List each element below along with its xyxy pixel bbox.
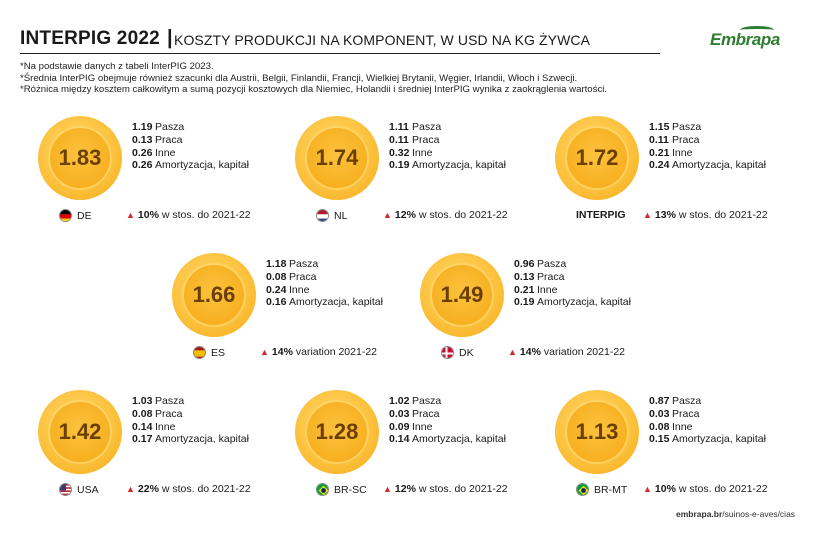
usa-flag-icon bbox=[59, 483, 72, 496]
change-text: w stos. do 2021-22 bbox=[161, 209, 251, 221]
component-label: Amortyzacja, kapitał bbox=[155, 159, 249, 172]
component-row bbox=[266, 296, 383, 309]
germany-flag-icon bbox=[59, 209, 72, 222]
components-list bbox=[132, 121, 249, 172]
component-row bbox=[514, 271, 631, 284]
footer-path: /suinos-e-aves/cias bbox=[722, 509, 796, 519]
component-row bbox=[389, 421, 506, 434]
note-line: *Średnia InterPIG obejmuje również szacunki dla Austrii, Belgii, Finlandii, Francji, Wielkiej Brytanii, Węgier, Irlandii, Włoch i Szwecji. bbox=[20, 72, 578, 84]
country-card-dk bbox=[420, 253, 660, 363]
change-percent: 10% bbox=[654, 483, 676, 495]
up-triangle-icon: ▲ bbox=[260, 347, 269, 357]
component-value: 0.24 bbox=[266, 283, 287, 296]
component-label: Pasza bbox=[412, 121, 442, 133]
total-cost: 1.28 bbox=[315, 419, 359, 444]
country-label bbox=[576, 483, 627, 496]
component-row bbox=[389, 134, 506, 147]
component-row bbox=[649, 159, 766, 172]
change-percent: 22% bbox=[137, 483, 159, 495]
component-value: 0.09 bbox=[389, 420, 410, 433]
change-indicator bbox=[383, 483, 508, 495]
component-label: Amortyzacja, kapitał bbox=[412, 433, 506, 446]
country-name: INTERPIG bbox=[576, 209, 626, 221]
country-label bbox=[316, 209, 347, 222]
component-label: Inne bbox=[155, 420, 176, 433]
component-label: Amortyzacja, kapitał bbox=[155, 433, 249, 446]
component-value: 1.02 bbox=[389, 395, 410, 407]
components-list bbox=[389, 121, 506, 172]
component-label: Pasza bbox=[537, 258, 567, 270]
component-row bbox=[389, 433, 506, 446]
component-label: Inne bbox=[672, 146, 693, 159]
component-value: 0.08 bbox=[266, 270, 287, 283]
country-card-br-sc bbox=[295, 390, 535, 500]
country-label bbox=[59, 209, 92, 222]
component-label: Inne bbox=[289, 283, 310, 296]
country-label bbox=[59, 483, 99, 496]
component-row bbox=[649, 408, 766, 421]
spain-flag-icon bbox=[193, 346, 206, 359]
component-label: Inne bbox=[537, 283, 558, 296]
component-row bbox=[132, 121, 249, 134]
component-label: Praca bbox=[672, 133, 700, 146]
total-cost: 1.42 bbox=[58, 419, 102, 444]
component-value: 0.87 bbox=[649, 395, 670, 407]
component-value: 1.19 bbox=[132, 121, 153, 133]
cost-coin bbox=[38, 390, 122, 474]
cost-coin bbox=[555, 116, 639, 200]
logo-swoosh-icon bbox=[740, 26, 774, 34]
change-text: variation 2021-22 bbox=[543, 346, 625, 358]
up-triangle-icon: ▲ bbox=[126, 484, 135, 494]
component-row bbox=[649, 421, 766, 434]
component-label: Praca bbox=[412, 407, 440, 420]
component-value: 0.19 bbox=[514, 296, 535, 309]
component-row bbox=[132, 421, 249, 434]
change-percent: 14% bbox=[271, 346, 293, 358]
components-list bbox=[649, 395, 766, 446]
component-label: Inne bbox=[155, 146, 176, 159]
component-row bbox=[132, 147, 249, 160]
component-row bbox=[266, 284, 383, 297]
component-value: 0.03 bbox=[649, 407, 670, 420]
total-cost: 1.13 bbox=[575, 419, 619, 444]
total-cost: 1.72 bbox=[575, 145, 619, 170]
component-row bbox=[514, 284, 631, 297]
brazil-flag-icon bbox=[316, 483, 329, 496]
component-row bbox=[389, 395, 506, 408]
component-row bbox=[132, 395, 249, 408]
component-value: 1.11 bbox=[389, 121, 409, 133]
cost-coin bbox=[420, 253, 504, 337]
component-row bbox=[389, 121, 506, 134]
component-row bbox=[266, 258, 383, 271]
components-list bbox=[649, 121, 766, 172]
component-value: 0.11 bbox=[649, 133, 669, 146]
change-percent: 12% bbox=[394, 483, 416, 495]
change-text: w stos. do 2021-22 bbox=[418, 209, 508, 221]
component-value: 1.03 bbox=[132, 395, 153, 407]
component-value: 1.18 bbox=[266, 258, 287, 270]
up-triangle-icon: ▲ bbox=[643, 210, 652, 220]
component-row bbox=[649, 134, 766, 147]
netherlands-flag-icon bbox=[316, 209, 329, 222]
component-value: 0.13 bbox=[514, 270, 535, 283]
change-text: w stos. do 2021-22 bbox=[161, 483, 251, 495]
component-label: Pasza bbox=[672, 121, 702, 133]
component-label: Pasza bbox=[672, 395, 702, 407]
component-value: 0.16 bbox=[266, 296, 287, 309]
component-row bbox=[649, 433, 766, 446]
country-card-usa bbox=[38, 390, 278, 500]
change-percent: 13% bbox=[654, 209, 676, 221]
header bbox=[20, 28, 660, 54]
component-row bbox=[649, 121, 766, 134]
total-cost: 1.66 bbox=[192, 282, 236, 307]
component-value: 1.15 bbox=[649, 121, 670, 133]
component-value: 0.15 bbox=[649, 433, 670, 446]
component-value: 0.03 bbox=[389, 407, 410, 420]
change-text: w stos. do 2021-22 bbox=[678, 209, 768, 221]
change-percent: 10% bbox=[137, 209, 159, 221]
component-row bbox=[514, 296, 631, 309]
component-value: 0.19 bbox=[389, 159, 410, 172]
component-value: 0.14 bbox=[389, 433, 410, 446]
title-separator: | bbox=[167, 27, 173, 49]
component-label: Pasza bbox=[412, 395, 442, 407]
components-list bbox=[132, 395, 249, 446]
component-value: 0.17 bbox=[132, 433, 153, 446]
component-value: 0.26 bbox=[132, 146, 153, 159]
component-row bbox=[132, 159, 249, 172]
change-indicator bbox=[383, 209, 508, 221]
component-label: Amortyzacja, kapitał bbox=[412, 159, 506, 172]
country-label bbox=[193, 346, 225, 359]
component-row bbox=[649, 147, 766, 160]
component-label: Praca bbox=[412, 133, 440, 146]
component-label: Amortyzacja, kapitał bbox=[537, 296, 631, 309]
component-label: Praca bbox=[155, 407, 183, 420]
footer bbox=[676, 509, 795, 519]
title-bold: INTERPIG 2022 bbox=[20, 28, 160, 49]
country-card-nl bbox=[295, 116, 535, 226]
country-name: BR-MT bbox=[594, 483, 628, 496]
component-label: Praca bbox=[155, 133, 183, 146]
component-label: Amortyzacja, kapitał bbox=[672, 159, 766, 172]
components-list bbox=[266, 258, 383, 309]
total-cost: 1.83 bbox=[58, 145, 102, 170]
total-cost: 1.49 bbox=[440, 282, 484, 307]
total-cost: 1.74 bbox=[315, 145, 359, 170]
change-indicator bbox=[643, 483, 768, 495]
up-triangle-icon: ▲ bbox=[508, 347, 517, 357]
change-text: w stos. do 2021-22 bbox=[678, 483, 768, 495]
component-value: 0.21 bbox=[649, 146, 670, 159]
change-text: w stos. do 2021-22 bbox=[418, 483, 508, 495]
component-label: Amortyzacja, kapitał bbox=[289, 296, 383, 309]
up-triangle-icon: ▲ bbox=[383, 210, 392, 220]
change-indicator bbox=[508, 346, 625, 358]
component-label: Praca bbox=[672, 407, 700, 420]
components-list bbox=[389, 395, 506, 446]
component-row bbox=[132, 408, 249, 421]
change-indicator bbox=[126, 483, 251, 495]
component-label: Praca bbox=[289, 270, 317, 283]
cost-coin bbox=[295, 116, 379, 200]
component-value: 0.26 bbox=[132, 159, 153, 172]
component-label: Pasza bbox=[155, 121, 185, 133]
change-indicator bbox=[643, 209, 768, 221]
component-label: Inne bbox=[412, 420, 433, 433]
cost-coin bbox=[295, 390, 379, 474]
component-value: 0.08 bbox=[132, 407, 153, 420]
component-value: 0.08 bbox=[649, 420, 670, 433]
country-name: DE bbox=[77, 209, 92, 222]
country-card-es bbox=[172, 253, 412, 363]
cost-coin bbox=[172, 253, 256, 337]
component-label: Praca bbox=[537, 270, 565, 283]
component-row bbox=[132, 433, 249, 446]
component-label: Pasza bbox=[289, 258, 319, 270]
change-percent: 14% bbox=[519, 346, 541, 358]
notes bbox=[20, 61, 607, 96]
component-value: 0.96 bbox=[514, 258, 535, 270]
component-row bbox=[389, 408, 506, 421]
up-triangle-icon: ▲ bbox=[383, 484, 392, 494]
component-value: 0.14 bbox=[132, 420, 153, 433]
country-label bbox=[441, 346, 474, 359]
country-card-interpig bbox=[555, 116, 795, 226]
component-value: 0.21 bbox=[514, 283, 535, 296]
note-line: *Różnica między kosztem całkowitym a sumą pozycji kosztowych dla Niemiec, Holandii i średniej InterPIG wynika z zaokrąglenia wartości. bbox=[20, 84, 608, 95]
denmark-flag-icon bbox=[441, 346, 454, 359]
component-value: 0.24 bbox=[649, 159, 670, 172]
change-percent: 12% bbox=[394, 209, 416, 221]
country-name: NL bbox=[334, 209, 348, 222]
component-label: Inne bbox=[412, 146, 433, 159]
title-rest: KOSZTY PRODUKCJI NA KOMPONENT, W USD NA KG ŻYWCA bbox=[174, 32, 591, 48]
country-card-de bbox=[38, 116, 278, 226]
country-name: USA bbox=[77, 483, 99, 496]
component-row bbox=[649, 395, 766, 408]
country-label bbox=[316, 483, 367, 496]
component-row bbox=[514, 258, 631, 271]
components-list bbox=[514, 258, 631, 309]
footer-domain: embrapa.br bbox=[676, 509, 723, 519]
change-indicator bbox=[126, 209, 251, 221]
component-label: Pasza bbox=[155, 395, 185, 407]
change-text: variation 2021-22 bbox=[295, 346, 377, 358]
up-triangle-icon: ▲ bbox=[126, 210, 135, 220]
note-line: *Na podstawie danych z tabeli InterPIG 2023. bbox=[20, 61, 214, 72]
country-name: ES bbox=[211, 346, 226, 359]
component-row bbox=[266, 271, 383, 284]
component-label: Amortyzacja, kapitał bbox=[672, 433, 766, 446]
country-name: DK bbox=[459, 346, 474, 359]
embrapa-logo: Embrapa bbox=[710, 30, 780, 49]
brazil-flag-icon bbox=[576, 483, 589, 496]
component-value: 0.11 bbox=[389, 133, 409, 146]
component-row bbox=[132, 134, 249, 147]
change-indicator bbox=[260, 346, 377, 358]
country-label bbox=[576, 209, 626, 221]
component-row bbox=[389, 147, 506, 160]
component-label: Inne bbox=[672, 420, 693, 433]
cost-coin bbox=[555, 390, 639, 474]
component-value: 0.32 bbox=[389, 146, 410, 159]
country-name: BR-SC bbox=[334, 483, 367, 496]
up-triangle-icon: ▲ bbox=[643, 484, 652, 494]
component-row bbox=[389, 159, 506, 172]
cost-coin bbox=[38, 116, 122, 200]
country-card-br-mt bbox=[555, 390, 795, 500]
component-value: 0.13 bbox=[132, 133, 153, 146]
